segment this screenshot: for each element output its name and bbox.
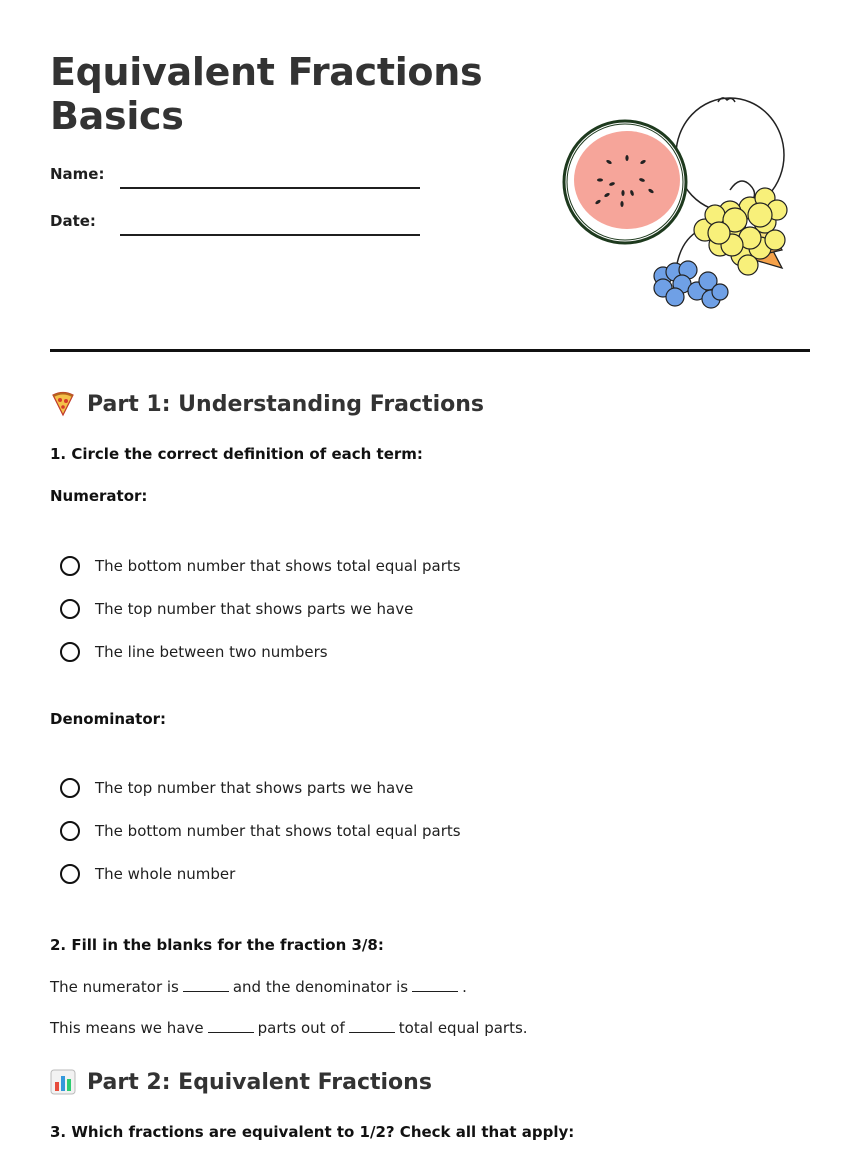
radio-circle[interactable] [60, 864, 80, 884]
date-field[interactable] [120, 234, 420, 236]
denominator-option-2[interactable] [60, 818, 461, 844]
name-field[interactable] [120, 187, 420, 189]
fill-blank-line-2 [50, 1019, 528, 1037]
radio-circle[interactable] [60, 556, 80, 576]
fill-text: and the denominator is [232, 978, 409, 996]
header-divider [50, 349, 810, 352]
part-2-heading [50, 1066, 432, 1098]
part-2-title: Part 2: Equivalent Fractions [87, 1069, 432, 1095]
numerator-option-1[interactable] [60, 553, 461, 579]
numerator-label: Numerator: [50, 487, 148, 505]
radio-circle[interactable] [60, 821, 80, 841]
option-label: The bottom number that shows total equal parts [95, 557, 461, 575]
bar-chart-icon [50, 1069, 76, 1095]
fruit-illustration-icon [560, 90, 790, 315]
fill-text: total equal parts. [398, 1019, 528, 1037]
blank-denominator[interactable] [412, 978, 458, 992]
date-label: Date: [50, 212, 96, 230]
part-1-heading [50, 388, 484, 420]
denominator-label: Denominator: [50, 710, 167, 728]
part-1-title: Part 1: Understanding Fractions [87, 391, 484, 417]
blank-parts-have[interactable] [208, 1019, 254, 1033]
question-1-prompt: 1. Circle the correct definition of each term: [50, 445, 423, 463]
radio-circle[interactable] [60, 642, 80, 662]
question-2-prompt: 2. Fill in the blanks for the fraction 3/8: [50, 936, 384, 954]
blank-parts-total[interactable] [349, 1019, 395, 1033]
worksheet-title [50, 50, 530, 138]
title-line-2: Basics [50, 94, 184, 138]
fill-text: The numerator is [50, 978, 179, 996]
option-label: The top number that shows parts we have [95, 600, 414, 618]
title-line-1: Equivalent Fractions [50, 50, 483, 94]
option-label: The line between two numbers [95, 643, 328, 661]
radio-circle[interactable] [60, 778, 80, 798]
option-label: The top number that shows parts we have [95, 779, 414, 797]
fill-text: This means we have [50, 1019, 204, 1037]
fill-blank-line-1 [50, 978, 467, 996]
denominator-option-1[interactable] [60, 775, 413, 801]
question-3-prompt: 3. Which fractions are equivalent to 1/2? Check all that apply: [50, 1123, 575, 1141]
numerator-option-3[interactable] [60, 639, 328, 665]
name-label: Name: [50, 165, 105, 183]
option-label: The whole number [95, 865, 236, 883]
numerator-option-2[interactable] [60, 596, 413, 622]
fill-text: . [462, 978, 467, 996]
blank-numerator[interactable] [183, 978, 229, 992]
pizza-icon [50, 391, 76, 417]
option-label: The bottom number that shows total equal parts [95, 822, 461, 840]
denominator-option-3[interactable] [60, 861, 235, 887]
fill-text: parts out of [257, 1019, 345, 1037]
radio-circle[interactable] [60, 599, 80, 619]
